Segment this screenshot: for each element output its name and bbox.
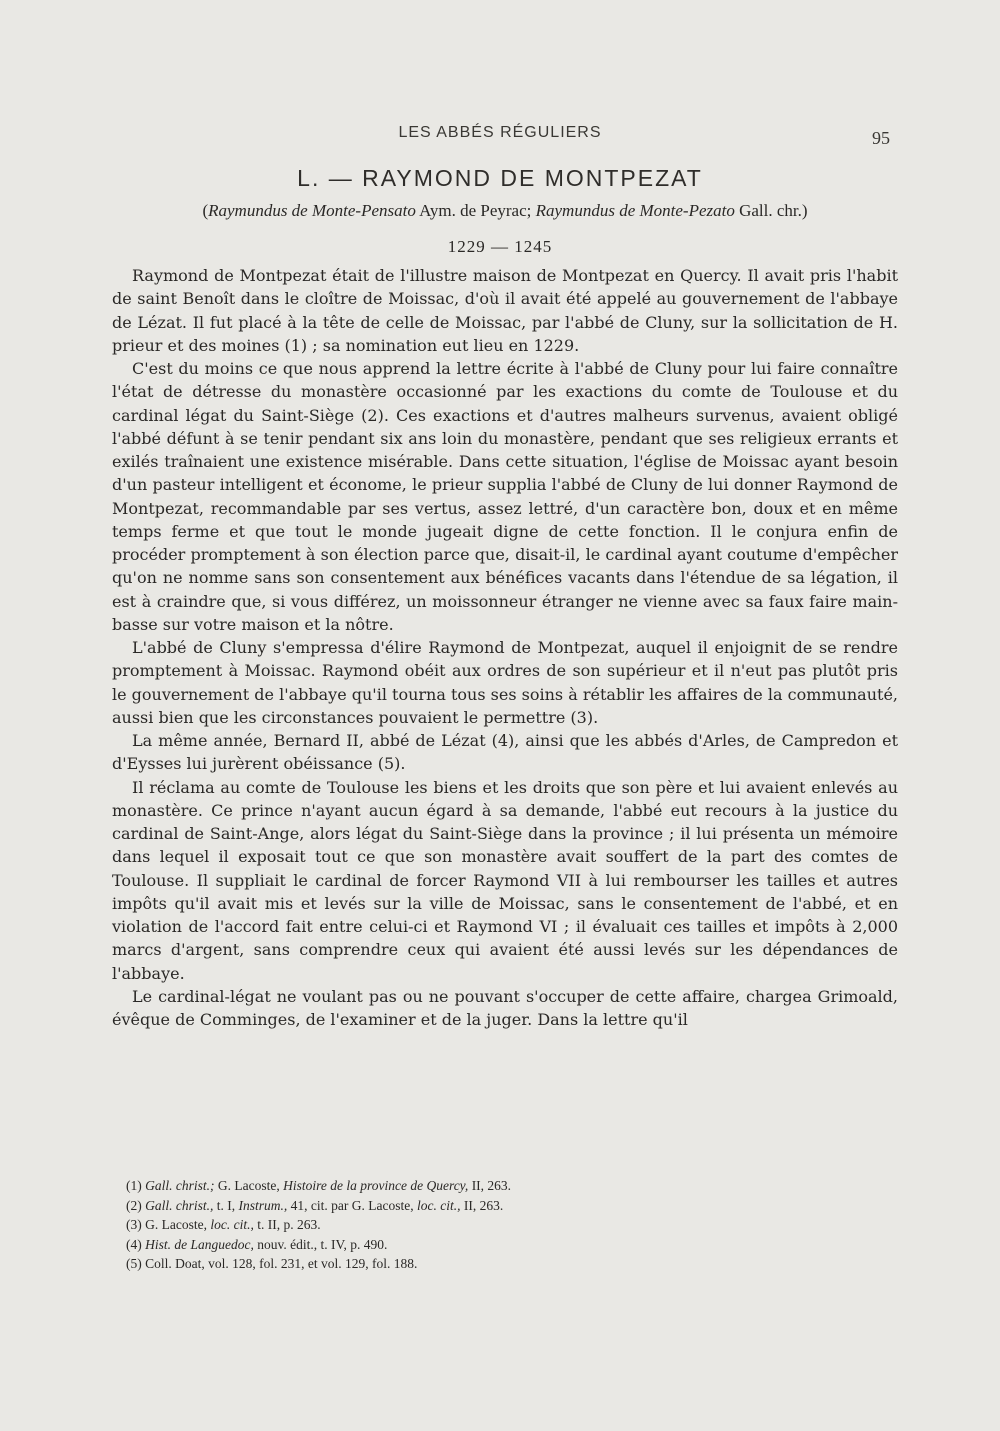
footnotes [126, 1176, 886, 1274]
running-head: LES ABBÉS RÉGULIERS [398, 124, 602, 141]
source-2: Gall. chr.) [734, 201, 808, 220]
latin-name-1: Raymundus de Monte-Pensato [208, 201, 416, 220]
footnote-italic: Hist. de Languedoc, [145, 1236, 254, 1252]
footnote-text: II, 263. [460, 1197, 504, 1213]
footnote-text: 41, cit. par G. Lacoste, [287, 1197, 417, 1213]
paragraph: Le cardinal-légat ne voulant pas ou ne pouvant s'occuper de cette affaire, chargea Grimoald, évêque de Comminges, de l'examiner et de la juger. Dans la lettre qu'il [112, 986, 898, 1029]
footnote-text: G. Lacoste, [145, 1217, 211, 1232]
footnote-number: (5) [126, 1256, 146, 1271]
footnote-text: G. Lacoste, [214, 1178, 284, 1193]
footnote [126, 1176, 886, 1196]
footnote-text: II, 263. [468, 1178, 512, 1193]
footnote [126, 1196, 886, 1216]
footnote-italic: Gall. christ.; [145, 1178, 215, 1193]
footnote-text: Coll. Doat, vol. 128, fol. 231, et vol. 129, fol. 188. [145, 1256, 418, 1271]
latin-name-2: Raymundus de Monte-Pezato [535, 201, 735, 220]
footnote-text: t. I, [213, 1197, 239, 1213]
footnote-italic: Histoire de la province de Quercy, [283, 1178, 469, 1193]
footnote-italic: Instrum., [238, 1197, 288, 1213]
footnote-number: (3) [126, 1217, 146, 1232]
paragraph: Il réclama au comte de Toulouse les biens et les droits que son père et lui avaient enlevés au monastère. Ce prince n'ayant aucun égard à sa demande, l'abbé eut recours à la justice du cardinal de Saint-Ange, alors légat du Saint-Siège dans la province ; il lui présenta un mémoire dans lequel il exposait tout ce que son monastère avait souffert de la part des comtes de Toulouse. Il suppliait le cardinal de forcer Raymond VII à lui rembourser les tailles et autres impôts qu'il avait mis et levés sur la ville de Moissac, sans le consentement de l'abbé, et en violation de l'accord fait entre celui-ci et Raymond VI ; il évaluait ces tailles et impôts à 2,000 marcs d'argent, sans comprendre ceux qui avaient été aussi levés sur les dépendances de l'abbaye. [112, 777, 898, 983]
footnote-number: (2) [126, 1197, 146, 1213]
footnote [126, 1235, 886, 1255]
chapter-title: L. — RAYMOND DE MONTPEZAT [297, 165, 703, 191]
footnote-italic: Gall. christ., [145, 1197, 214, 1213]
footnote-number: (1) [126, 1178, 146, 1193]
paragraph: La même année, Bernard II, abbé de Lézat (4), ainsi que les abbés d'Arles, de Campredon et d'Eysses lui jurèrent obéissance (5). [112, 731, 898, 774]
abbacy-dates: 1229 — 1245 [447, 237, 553, 256]
footnote-text: t. II, p. 263. [253, 1217, 321, 1232]
source-1: Aym. de Peyrac; [415, 201, 536, 220]
footnote [126, 1254, 886, 1274]
body-text [112, 264, 898, 1031]
footnote-number: (4) [126, 1236, 146, 1252]
footnote-italic: loc. cit., [210, 1217, 254, 1232]
chapter-subtitle [112, 201, 898, 221]
paragraph: L'abbé de Cluny s'empressa d'élire Raymond de Montpezat, auquel il enjoignit de se rendre promptement à Moissac. Raymond obéit aux ordres de son supérieur et il n'eut pas plutôt pris le gouvernement de l'abbaye qu'il tourna tous ses soins à rétablir les affaires de la communauté, aussi bien que les circonstances pouvaient le permettre (3). [112, 638, 898, 727]
footnote-italic: loc. cit., [417, 1197, 461, 1213]
page-number: 95 [872, 128, 890, 148]
paragraph: C'est du moins ce que nous apprend la lettre écrite à l'abbé de Cluny pour lui faire connaître l'état de détresse du monastère occasionné par les exactions du comte de Toulouse et du cardinal légat du Saint-Siège (2). Ces exactions et d'autres malheurs survenus, avaient obligé l'abbé défunt à se tenir pendant six ans loin du monastère, pendant que ses religieux errants et exilés traînaient une existence misérable. Dans cette situation, l'église de Moissac ayant besoin d'un pasteur intelligent et économe, le prieur supplia l'abbé de Cluny de lui donner Raymond de Montpezat, recommandable par ses vertus, assez lettré, d'un caractère bon, doux et en même temps ferme et que tout le monde jugeait digne de cette fonction. Il le conjura enfin de procéder promptement à son élection parce que, disait-il, le cardinal ayant coutume d'empêcher qu'on ne nomme sans son consentement aux bénéfices vacants dans l'étendue de sa légation, il est à craindre que, si vous différez, un moissonneur étranger ne vienne avec sa faux faire main-basse sur votre maison et la nôtre. [112, 359, 898, 634]
footnote [126, 1215, 886, 1235]
footnote-text: nouv. édit., t. IV, p. 490. [253, 1236, 388, 1252]
subtitle-open: ( [202, 201, 209, 220]
paragraph: Raymond de Montpezat était de l'illustre maison de Montpezat en Quercy. Il avait pris l'habit de saint Benoît dans le cloître de Moissac, d'où il avait été appelé au gouvernement de l'abbaye de Lézat. Il fut placé à la tête de celle de Moissac, par l'abbé de Cluny, sur la sollicitation de H. prieur et des moines (1) ; sa nomination eut lieu en 1229. [112, 266, 898, 355]
